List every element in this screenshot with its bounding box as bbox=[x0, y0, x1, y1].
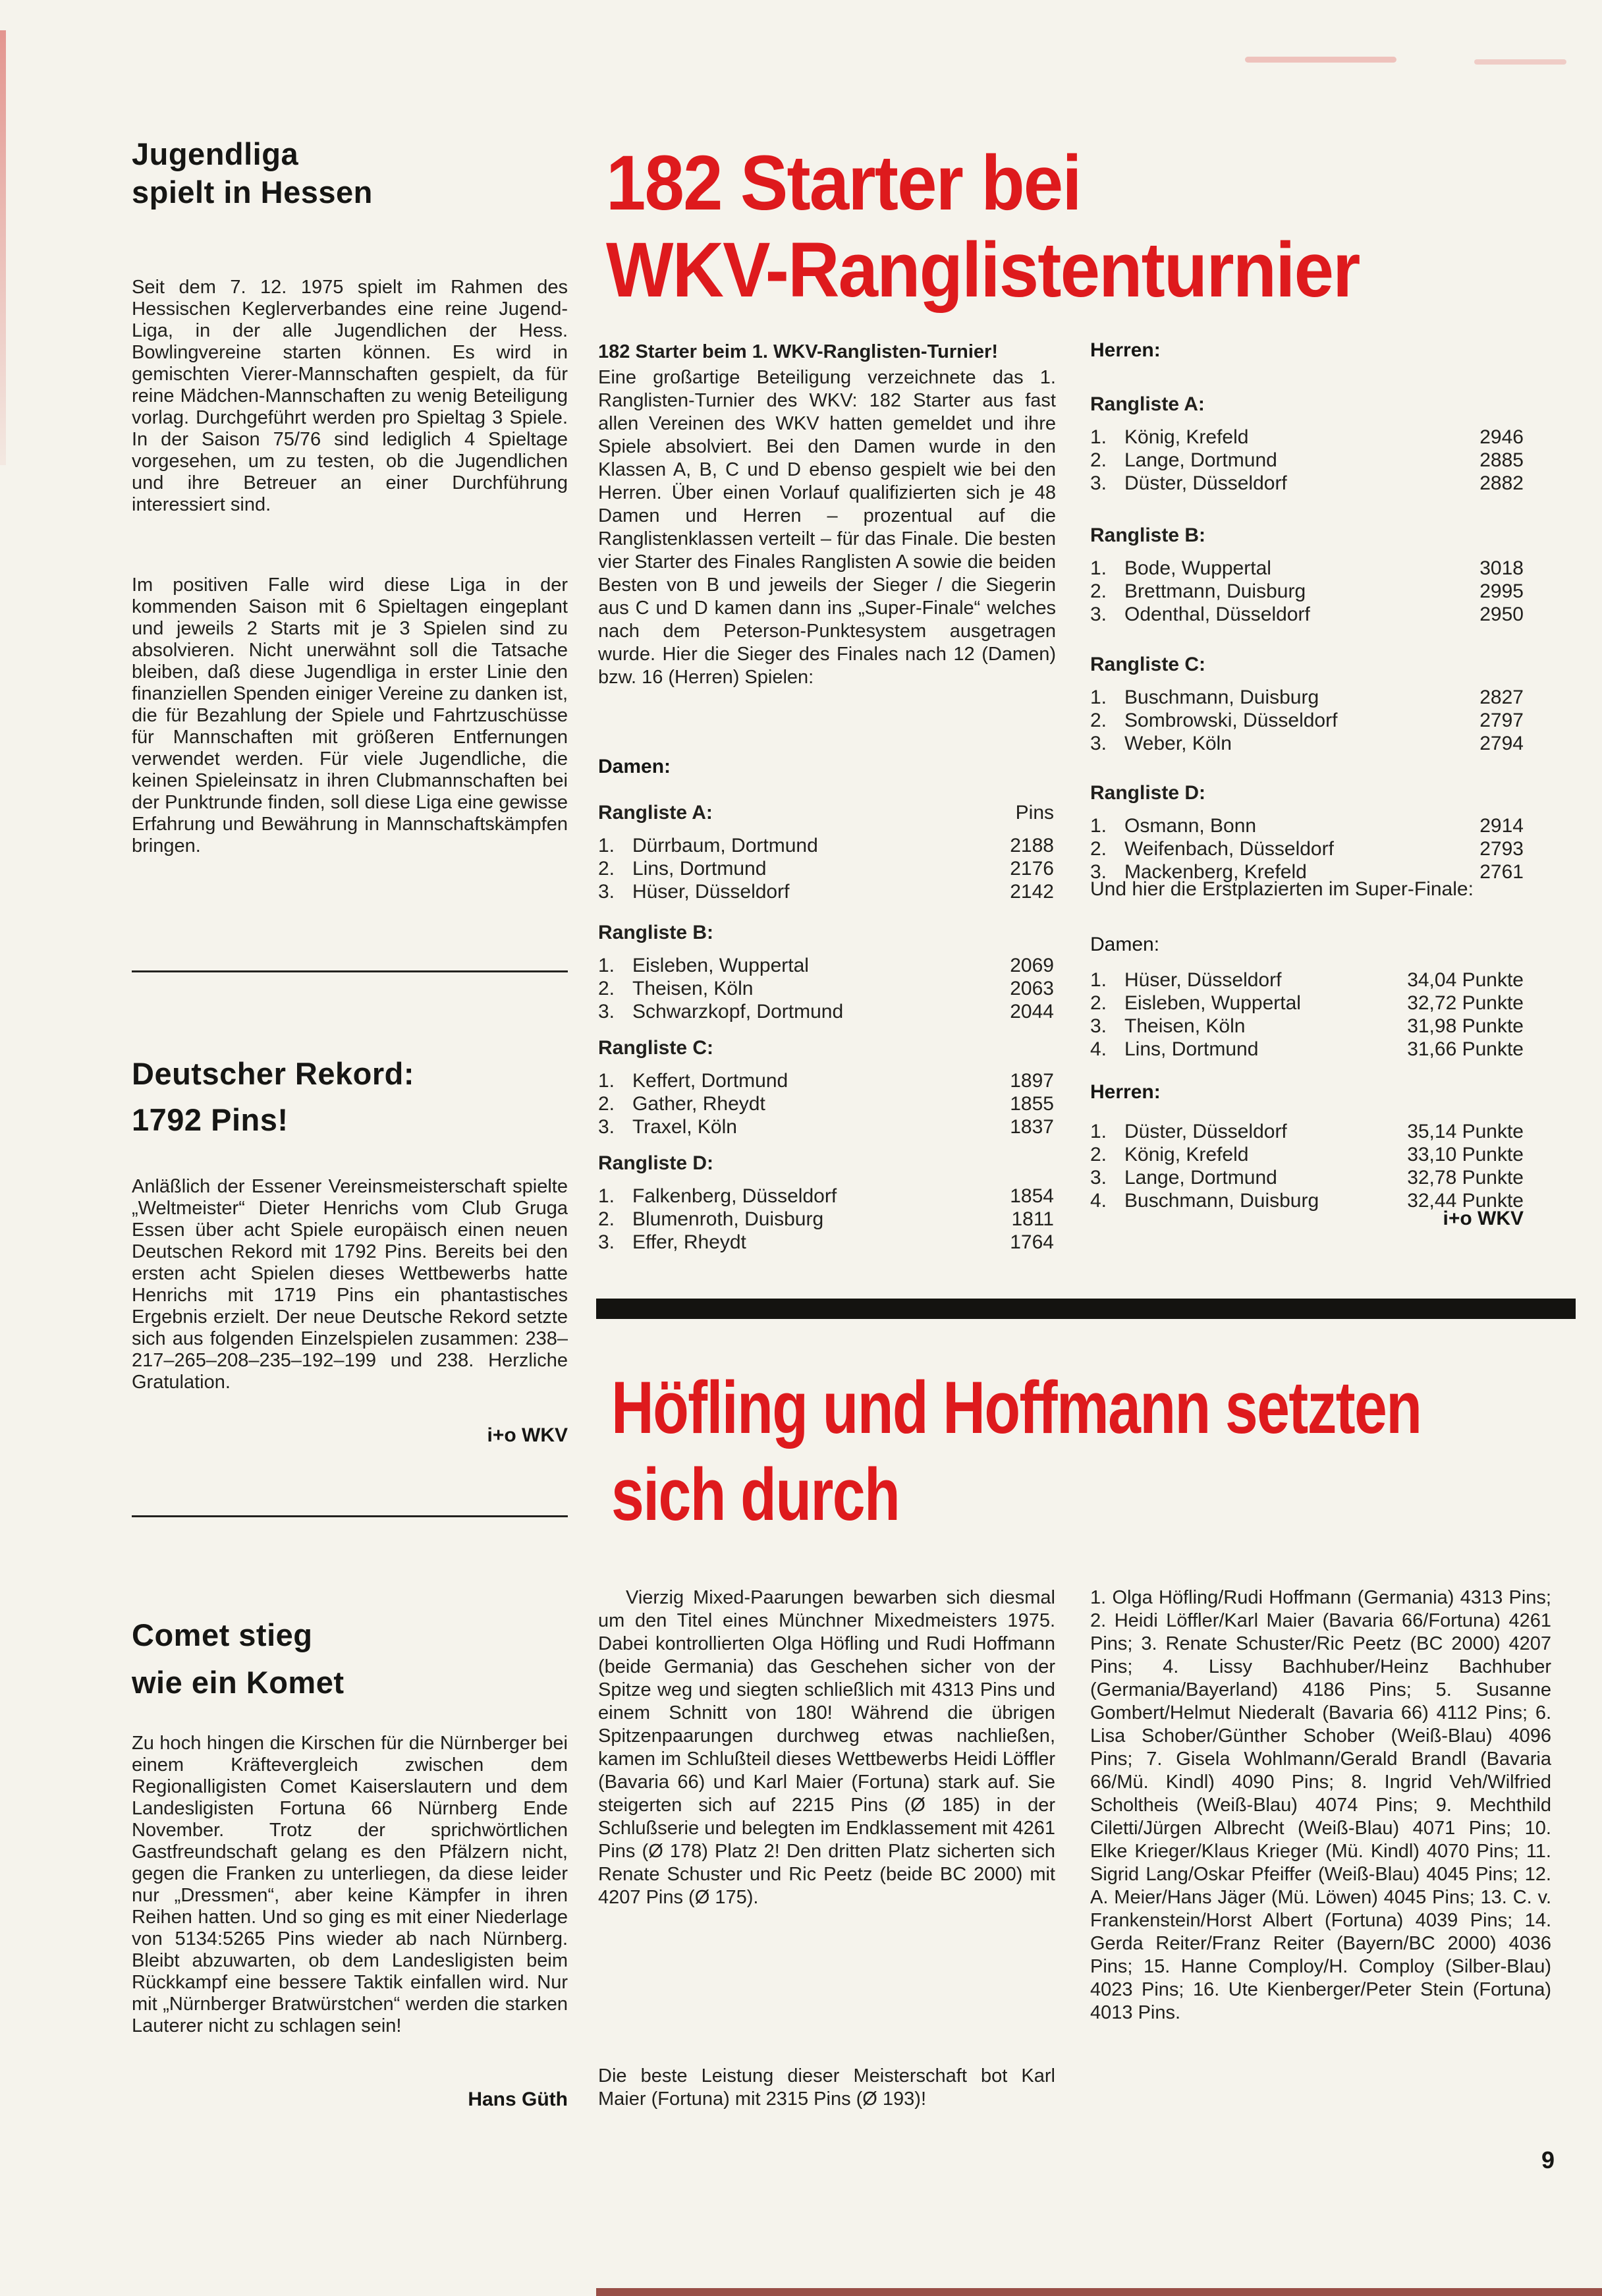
table-row: 2. König, Krefeld 33,10 Punkte bbox=[1090, 1144, 1524, 1165]
comet-paragraph: Zu hoch hingen die Kirschen für die Nürnberger bei einem Kräftevergleich zwischen dem Regionalligisten Comet Kaiserslautern und dem Landesligisten Fortuna 66 Nürnberg Ende November. Trotz der sprichwörtlichen Gastfreundschaft gelang es den Pfälzern nicht, gegen die Franken zu unterliegen, da diese leider nur „Dressmen“, aber keine Kämpfer in ihren Reihen hatten. Und so ging es mit einer Niederlage von 5134:5265 Pins wieder ab nach Nürnberg. Bleibt abzuwarten, ob dem Landesligisten beim Rückkampf eine bessere Taktik einfallen wird. Nur mit „Nürnberger Bratwürstchen“ werden die starken Lauterer nicht zu schlagen sein! bbox=[132, 1733, 568, 2036]
list-header bbox=[1090, 524, 1524, 547]
scan-red-mark bbox=[1245, 57, 1396, 63]
table-row: 1. Buschmann, Duisburg 2827 bbox=[1090, 686, 1524, 708]
page-number: 9 bbox=[1541, 2146, 1555, 2173]
table-row: 3. Traxel, Köln 1837 bbox=[598, 1116, 1054, 1138]
table-row: 3. Schwarzkopf, Dortmund 2044 bbox=[598, 1001, 1054, 1022]
title-line: spielt in Hessen bbox=[132, 175, 373, 210]
list-header bbox=[1090, 653, 1524, 677]
table-row: 3. Theisen, Köln 31,98 Punkte bbox=[1090, 1015, 1524, 1037]
table-row: 3. Düster, Düsseldorf 2882 bbox=[1090, 472, 1524, 494]
table-row: 3. Lange, Dortmund 32,78 Punkte bbox=[1090, 1167, 1524, 1189]
table-row: 3. Odenthal, Düsseldorf 2950 bbox=[1090, 603, 1524, 625]
title-line: Comet stieg bbox=[132, 1617, 313, 1652]
comet-byline: Hans Güth bbox=[468, 2088, 568, 2110]
section-divider bbox=[132, 970, 568, 972]
table-row: 1. Hüser, Düsseldorf 34,04 Punkte bbox=[1090, 969, 1524, 991]
wkv-damen-label: Damen: bbox=[598, 756, 671, 777]
table-row: 2. Lange, Dortmund 2885 bbox=[1090, 449, 1524, 471]
scan-edge-strip bbox=[596, 2288, 1602, 2296]
superfinale-herren-label: Herren: bbox=[1090, 1081, 1161, 1103]
table-row: 2. Lins, Dortmund 2176 bbox=[598, 858, 1054, 880]
hoefling-results: 1. Olga Höfling/Rudi Hoffmann (Germania) 4313 Pins; 2. Heidi Löffler/Karl Maier (Bavaria 66/Fortuna) 4261 Pins; 3. Renate Schuster/Ric Peetz (BC 2000) 4207 Pins; 4. Lissy Bachhuber/Heinz Bachhuber (Germania/Bayerland) 4186 Pins; 5. Susanne Gombert/Helmut Niederalt (Bavaria 66) 4112 Pins; 6. Lisa Schober/Günther Schober (Weiß-Blau) 4096 Pins; 7. Gisela Wohlmann/Gerald Brandl (Bavaria 66/Mü. Kindl) 4090 Pins; 8. Ingrid Veh/Wilfried Scholtheis (Weiß-Blau) 4074 Pins; 9. Mechthild Ciletti/Jürgen Albrecht (Weiß-Blau) 4071 Pins; 10. Elke Krieger/Klaus Krieger (Mü. Kindl) 4070 Pins; 11. Sigrid Lang/Oskar Pfeiffer (Weiß-Blau) 4045 Pins; 12. A. Meier/Hans Jäger (Mü. Löwen) 4045 Pins; 13. C. v. Frankenstein/Horst Albert (Fortuna) 4039 Pins; 14. Gerda Reiter/Franz Reiter (Bayern/BC 2000) 4036 Pins; 15. Hanne Comploy/H. Comploy (Silber-Blau) 4023 Pins; 16. Ute Kienberger/Peter Stein (Fortuna) 4013 Pins. bbox=[1090, 1587, 1551, 2023]
list-title: Rangliste B: bbox=[598, 922, 714, 943]
list-title: Rangliste A: bbox=[598, 802, 713, 824]
article-jugendliga-title bbox=[132, 135, 568, 211]
list-header bbox=[598, 1036, 1054, 1060]
table-row: 3. Hüser, Düsseldorf 2142 bbox=[598, 881, 1054, 903]
superfinale-damen-list bbox=[1090, 968, 1524, 1061]
table-row: 2. Blumenroth, Duisburg 1811 bbox=[598, 1208, 1054, 1230]
herren-rangliste-d bbox=[1090, 781, 1524, 883]
superfinale-intro: Und hier die Erstplazierten im Super-Finale: bbox=[1090, 878, 1474, 900]
scan-red-streak bbox=[0, 30, 6, 465]
title-line: Jugendliga bbox=[132, 136, 299, 171]
hoefling-headline-line1: Höfling und Hoffmann setzten bbox=[611, 1366, 1422, 1449]
table-row: 1. Osmann, Bonn 2914 bbox=[1090, 815, 1524, 837]
pins-column-header: Pins bbox=[1015, 802, 1054, 824]
table-row: 1. Eisleben, Wuppertal 2069 bbox=[598, 955, 1054, 976]
wkv-body: Eine großartige Beteiligung verzeichnete das 1. Ranglisten-Turnier des WKV: 182 Starter aus fast allen Vereinen des WKV hatten gemeldet und ihre Spiele absolviert. Bei den Damen wurde in den Klassen A, B, C und D ebenso gespielt wie bei den Herren. Über einen Vorlauf qualifizierten sich je 48 Damen und Herren – prozentual auf die Ranglistenklassen verteilt – für das Finale. Die besten vier Starter des Finales Ranglisten A sowie die beiden Besten von B und jeweils der Sieger / die Siegerin aus C und D kamen dann ins „Super-Finale“ welches nach dem Peterson-Punktesystem ausgetragen wurde. Hier die Sieger des Finales nach 12 (Damen) bzw. 16 (Herren) Spielen: bbox=[598, 367, 1056, 688]
herren-rangliste-a bbox=[1090, 393, 1524, 495]
damen-rangliste-a bbox=[598, 801, 1054, 903]
table-row: 3. Weber, Köln 2794 bbox=[1090, 733, 1524, 754]
list-title: Rangliste C: bbox=[1090, 654, 1206, 675]
table-row: 2. Brettmann, Duisburg 2995 bbox=[1090, 580, 1524, 602]
list-title: Rangliste C: bbox=[598, 1037, 714, 1059]
damen-rangliste-d bbox=[598, 1152, 1054, 1254]
title-line: Deutscher Rekord: bbox=[132, 1056, 414, 1091]
section-divider bbox=[132, 1515, 568, 1517]
table-row: 4. Lins, Dortmund 31,66 Punkte bbox=[1090, 1038, 1524, 1060]
jugendliga-paragraph-1: Seit dem 7. 12. 1975 spielt im Rahmen des Hessischen Keglerverbandes eine reine Jugend-Liga, in der alle Jugendlichen der Hess. Bowlingvereine starten können. Es wird in gemischten Vierer-Mannschaften gespielt, da für reine Mädchen-Mannschaften zu wenig Beteiligung vorlag. Durchgeführt werden pro Spieltag 3 Spiele. In der Saison 75/76 sind lediglich 4 Spieltage vorgesehen, um zu testen, ob die Jugendlichen und ihre Betreuer an einer Durchführung interessiert sind. bbox=[132, 277, 568, 515]
rekord-byline: i+o WKV bbox=[487, 1424, 568, 1446]
wkv-herren-label: Herren: bbox=[1090, 339, 1161, 361]
list-title: Rangliste D: bbox=[1090, 782, 1206, 804]
list-header bbox=[598, 1152, 1054, 1175]
table-row: 1. Bode, Wuppertal 3018 bbox=[1090, 557, 1524, 579]
scan-red-mark bbox=[1474, 59, 1566, 65]
wkv-headline-line2: WKV-Ranglistenturnier bbox=[606, 227, 1360, 314]
hoefling-paragraph-2: Die beste Leistung dieser Meisterschaft bot Karl Maier (Fortuna) mit 2315 Pins (Ø 193)! bbox=[598, 2065, 1055, 2110]
table-row: 1. König, Krefeld 2946 bbox=[1090, 426, 1524, 448]
list-header bbox=[598, 921, 1054, 945]
herren-rangliste-c bbox=[1090, 653, 1524, 755]
hoefling-paragraph-1: Vierzig Mixed-Paarungen bewarben sich diesmal um den Titel eines Münchner Mixedmeisters 1975. Dabei kontrollierten Olga Höfling und Rudi Hoffmann (beide Germania) das Geschehen sicher von der Spitze weg und siegten schließlich mit 4313 Pins und einem Schnitt von 180! Während die übrigen Spitzenpaarungen durchweg etwas nachließen, kamen im Schlußteil dieses Wettbewerbs Heidi Löffler (Bavaria 66) und Karl Maier (Fortuna) stark auf. Sie steigerten sich auf 2215 Pins (Ø 185) in der Schlußserie und belegten im Endklassement mit 4261 Pins (Ø 178) Platz 2! Den dritten Platz sicherten sich Renate Schuster und Ric Peetz (beide BC 2000) mit 4207 Pins (Ø 175). bbox=[598, 1587, 1055, 1908]
table-row: 2. Gather, Rheydt 1855 bbox=[598, 1093, 1054, 1115]
table-row: 1. Falkenberg, Düsseldorf 1854 bbox=[598, 1185, 1054, 1207]
table-row: 1. Düster, Düsseldorf 35,14 Punkte bbox=[1090, 1121, 1524, 1142]
title-line: 1792 Pins! bbox=[132, 1102, 289, 1137]
superfinale-herren-list bbox=[1090, 1120, 1524, 1212]
table-row: 3. Effer, Rheydt 1764 bbox=[598, 1231, 1054, 1253]
damen-rangliste-b bbox=[598, 921, 1054, 1023]
list-title: Rangliste A: bbox=[1090, 393, 1205, 415]
wkv-intro-bold: 182 Starter beim 1. WKV-Ranglisten-Turnier! bbox=[598, 341, 998, 362]
title-line: wie ein Komet bbox=[132, 1665, 345, 1700]
table-row: 2. Eisleben, Wuppertal 32,72 Punkte bbox=[1090, 992, 1524, 1014]
hoefling-headline-line2: sich durch bbox=[611, 1453, 900, 1536]
list-title: Rangliste D: bbox=[598, 1152, 714, 1174]
herren-rangliste-b bbox=[1090, 524, 1524, 626]
table-row: 2. Theisen, Köln 2063 bbox=[598, 978, 1054, 999]
section-separator-bar bbox=[596, 1299, 1576, 1319]
table-row: 3. Mackenberg, Krefeld 2761 bbox=[1090, 861, 1524, 883]
article-rekord-title bbox=[132, 1051, 568, 1143]
list-header bbox=[1090, 393, 1524, 416]
wkv-headline-line1: 182 Starter bei bbox=[606, 140, 1081, 227]
list-header bbox=[598, 801, 1054, 825]
rekord-paragraph: Anläßlich der Essener Vereinsmeisterschaft spielte „Weltmeister“ Dieter Henrichs vom Club Gruga Essen über acht Spiele europäisch einen neuen Deutschen Rekord mit 1792 Pins. Bereits bei den ersten acht Spielen dieses Wettbewerbs hatte Henrichs mit 1719 Pins ein phantastisches Ergebnis erzielt. Der neue Deutsche Rekord setzte sich aus folgenden Einzelspielen zusammen: 238–217–265–208–235–192–199 und 238. Herzliche Gratulation. bbox=[132, 1176, 568, 1393]
damen-rangliste-c bbox=[598, 1036, 1054, 1138]
article-comet-title bbox=[132, 1611, 568, 1706]
jugendliga-paragraph-2: Im positiven Falle wird diese Liga in der kommenden Saison mit 6 Spieltagen eingeplant und jeweils 2 Starts mit je 3 Spielen sind zu absolvieren. Nicht unerwähnt soll die Tatsache bleiben, daß diese Jugendliga in erster Linie den finanziellen Spenden einiger Vereine zu danken ist, die für Bezahlung der Spiele und Fahrtzuschüsse für Mannschaften mit größeren Entfernungen verwendet werden. Für viele Jugendliche, die keinen Spieleinsatz in ihren Clubmannschaften bei der Punktrunde finden, soll diese Liga eine gewisse Erfahrung und Bewährung in Mannschaftskämpfen bringen. bbox=[132, 574, 568, 856]
table-row: 1. Keffert, Dortmund 1897 bbox=[598, 1070, 1054, 1092]
superfinale-damen-label: Damen: bbox=[1090, 934, 1160, 955]
table-row: 4. Buschmann, Duisburg 32,44 Punkte bbox=[1090, 1190, 1524, 1212]
table-row: 2. Sombrowski, Düsseldorf 2797 bbox=[1090, 710, 1524, 731]
wkv-byline: i+o WKV bbox=[1443, 1208, 1524, 1229]
list-header bbox=[1090, 781, 1524, 805]
list-title: Rangliste B: bbox=[1090, 524, 1206, 546]
table-row: 2. Weifenbach, Düsseldorf 2793 bbox=[1090, 838, 1524, 860]
table-row: 1. Dürrbaum, Dortmund 2188 bbox=[598, 835, 1054, 856]
